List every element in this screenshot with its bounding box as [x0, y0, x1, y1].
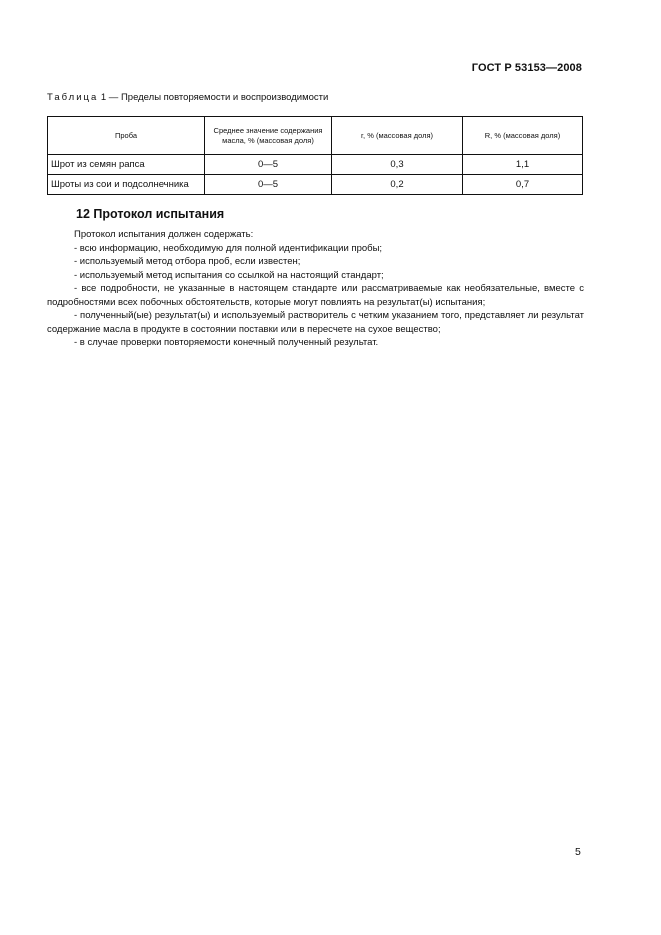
page-number: 5 — [575, 846, 581, 858]
cell-repeatability: 0,3 — [332, 155, 463, 175]
section-body — [47, 228, 584, 350]
table-row — [48, 175, 583, 195]
paragraph: Протокол испытания должен содержать: — [74, 229, 254, 240]
list-item: - все подробности, не указанные в настоящем стандарте или рассматриваемые как необязательные, вместе с подробностями всех побочных обстоятельств, которые могут повлиять на результат(ы) испытания; — [47, 283, 584, 308]
header-sample: Проба — [48, 117, 205, 155]
cell-sample: Шрот из семян рапса — [48, 155, 205, 175]
table-row — [48, 155, 583, 175]
header-reproducibility: R, % (массовая доля) — [463, 117, 583, 155]
section-title: 12 Протокол испытания — [76, 207, 225, 221]
cell-repeatability: 0,2 — [332, 175, 463, 195]
list-item: - в случае проверки повторяемости конечный полученный результат. — [74, 337, 379, 348]
cell-oil-content: 0—5 — [205, 155, 332, 175]
cell-reproducibility: 0,7 — [463, 175, 583, 195]
header-oil-content: Среднее значение содержания масла, % (массовая доля) — [205, 117, 332, 155]
cell-oil-content: 0—5 — [205, 175, 332, 195]
repeatability-table — [47, 116, 583, 195]
header-repeatability: r, % (массовая доля) — [332, 117, 463, 155]
list-item: - используемый метод отбора проб, если известен; — [74, 256, 301, 267]
standard-designation: ГОСТ Р 53153—2008 — [471, 62, 582, 74]
table-header-row — [48, 117, 583, 155]
cell-reproducibility: 1,1 — [463, 155, 583, 175]
cell-sample: Шроты из сои и подсолнечника — [48, 175, 205, 195]
table-caption-prefix: Таблица — [47, 92, 99, 103]
table-caption-title: 1 — Пределы повторяемости и воспроизводимости — [98, 92, 329, 103]
list-item: - полученный(ые) результат(ы) и используемый растворитель с четким указанием того, представляет ли результат содержание масла в продукте в состоянии поставки или в пересчете на сухое вещество; — [47, 310, 584, 335]
list-item: - используемый метод испытания со ссылкой на настоящий стандарт; — [74, 269, 384, 281]
table-caption — [47, 92, 328, 103]
list-item: - всю информацию, необходимую для полной идентификации пробы; — [74, 242, 383, 254]
